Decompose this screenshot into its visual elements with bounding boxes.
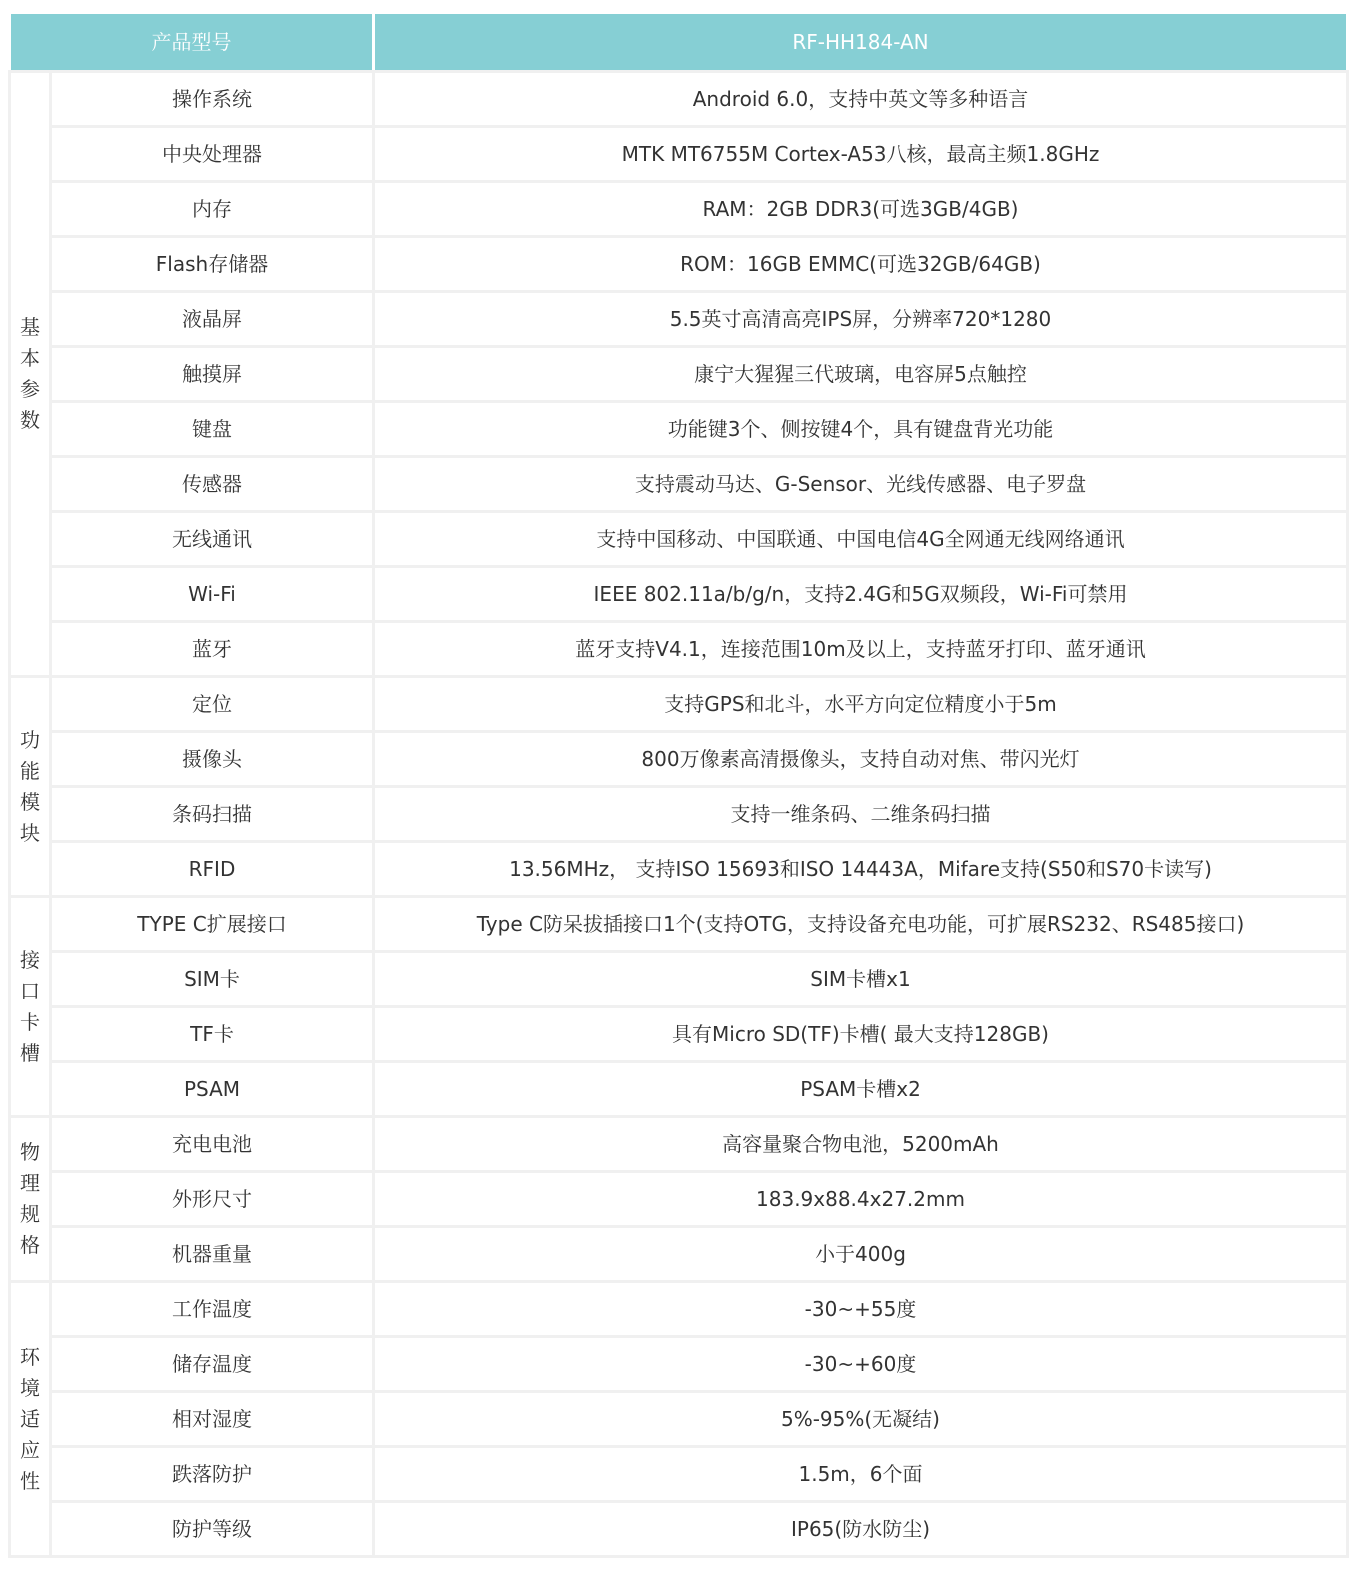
spec-label: 防护等级 [52, 1503, 372, 1555]
table-row [11, 843, 1346, 895]
spec-label: 定位 [52, 678, 372, 730]
group-label: 基本参数 [20, 315, 40, 432]
spec-value: 康宁大猩猩三代玻璃，电容屏5点触控 [375, 348, 1346, 400]
table-row [11, 1173, 1346, 1225]
group-label: 物理规格 [20, 1140, 40, 1257]
table-row [11, 568, 1346, 620]
spec-label: 机器重量 [52, 1228, 372, 1280]
spec-value: -30~+60度 [375, 1338, 1346, 1390]
spec-value: 功能键3个、侧按键4个，具有键盘背光功能 [375, 403, 1346, 455]
table-row [11, 953, 1346, 1005]
table-row [11, 678, 1346, 730]
table-row [11, 1448, 1346, 1500]
spec-value: SIM卡槽x1 [375, 953, 1346, 1005]
group-label-cell [11, 1283, 49, 1555]
table-row [11, 1008, 1346, 1060]
table-row [11, 128, 1346, 180]
group-label: 接口卡槽 [20, 947, 40, 1065]
product-model-label: 产品型号 [11, 14, 372, 70]
table-row [11, 458, 1346, 510]
group-label: 功能模块 [20, 727, 40, 845]
table-row [11, 1338, 1346, 1390]
spec-label: Flash存储器 [52, 238, 372, 290]
table-row [11, 1283, 1346, 1335]
group-label-cell [11, 898, 49, 1115]
spec-label: PSAM [52, 1063, 372, 1115]
header-row [11, 14, 1346, 70]
table-row [11, 1228, 1346, 1280]
table-row [11, 293, 1346, 345]
spec-label: Wi-Fi [52, 568, 372, 620]
spec-value: 支持一维条码、二维条码扫描 [375, 788, 1346, 840]
product-model-value: RF-HH184-AN [375, 14, 1346, 70]
table-row [11, 403, 1346, 455]
group-label: 环境适应性 [20, 1344, 40, 1493]
spec-label: 内存 [52, 183, 372, 235]
spec-value: 高容量聚合物电池，5200mAh [375, 1118, 1346, 1170]
group-label-cell [11, 678, 49, 895]
spec-label: 储存温度 [52, 1338, 372, 1390]
spec-value: ROM：16GB EMMC(可选32GB/64GB) [375, 238, 1346, 290]
spec-value: IEEE 802.11a/b/g/n，支持2.4G和5G双频段，Wi-Fi可禁用 [375, 568, 1346, 620]
spec-label: SIM卡 [52, 953, 372, 1005]
spec-value: 13.56MHz， 支持ISO 15693和ISO 14443A，Mifare支持(S50和S70卡读写) [375, 843, 1346, 895]
spec-value: 1.5m，6个面 [375, 1448, 1346, 1500]
spec-label: 键盘 [52, 403, 372, 455]
table-row [11, 1063, 1346, 1115]
spec-value: 支持GPS和北斗，水平方向定位精度小于5m [375, 678, 1346, 730]
table-row [11, 898, 1346, 950]
spec-value: 支持中国移动、中国联通、中国电信4G全网通无线网络通讯 [375, 513, 1346, 565]
spec-value: Android 6.0，支持中英文等多种语言 [375, 73, 1346, 125]
group-label-cell [11, 73, 49, 675]
spec-value: 蓝牙支持V4.1，连接范围10m及以上，支持蓝牙打印、蓝牙通讯 [375, 623, 1346, 675]
table-row [11, 1503, 1346, 1555]
spec-label: 液晶屏 [52, 293, 372, 345]
table-row [11, 1118, 1346, 1170]
spec-value: Type C防呆拔插接口1个(支持OTG，支持设备充电功能，可扩展RS232、RS485接口) [375, 898, 1346, 950]
table-row [11, 183, 1346, 235]
spec-value: RAM：2GB DDR3(可选3GB/4GB) [375, 183, 1346, 235]
table-row [11, 1393, 1346, 1445]
spec-value: 5.5英寸高清高亮IPS屏，分辨率720*1280 [375, 293, 1346, 345]
table-row [11, 788, 1346, 840]
spec-value: 小于400g [375, 1228, 1346, 1280]
spec-table-body [11, 14, 1346, 1555]
spec-label: 跌落防护 [52, 1448, 372, 1500]
spec-value: MTK MT6755M Cortex-A53八核，最高主频1.8GHz [375, 128, 1346, 180]
spec-value: 5%-95%(无凝结) [375, 1393, 1346, 1445]
spec-label: 操作系统 [52, 73, 372, 125]
spec-label: 摄像头 [52, 733, 372, 785]
spec-value: IP65(防水防尘) [375, 1503, 1346, 1555]
table-row [11, 513, 1346, 565]
spec-value: 具有Micro SD(TF)卡槽( 最大支持128GB) [375, 1008, 1346, 1060]
spec-label: 条码扫描 [52, 788, 372, 840]
spec-label: TF卡 [52, 1008, 372, 1060]
spec-label: 触摸屏 [52, 348, 372, 400]
spec-value: 183.9x88.4x27.2mm [375, 1173, 1346, 1225]
spec-label: 相对湿度 [52, 1393, 372, 1445]
table-row [11, 348, 1346, 400]
spec-label: 中央处理器 [52, 128, 372, 180]
spec-label: 无线通讯 [52, 513, 372, 565]
spec-label: 充电电池 [52, 1118, 372, 1170]
spec-label: 传感器 [52, 458, 372, 510]
spec-value: PSAM卡槽x2 [375, 1063, 1346, 1115]
spec-label: 工作温度 [52, 1283, 372, 1335]
group-label-cell [11, 1118, 49, 1280]
spec-table [8, 11, 1349, 1558]
spec-value: 支持震动马达、G-Sensor、光线传感器、电子罗盘 [375, 458, 1346, 510]
table-row [11, 73, 1346, 125]
spec-label: 蓝牙 [52, 623, 372, 675]
table-row [11, 238, 1346, 290]
spec-label: 外形尺寸 [52, 1173, 372, 1225]
spec-value: 800万像素高清摄像头，支持自动对焦、带闪光灯 [375, 733, 1346, 785]
spec-label: RFID [52, 843, 372, 895]
table-row [11, 623, 1346, 675]
spec-value: -30~+55度 [375, 1283, 1346, 1335]
table-row [11, 733, 1346, 785]
spec-label: TYPE C扩展接口 [52, 898, 372, 950]
